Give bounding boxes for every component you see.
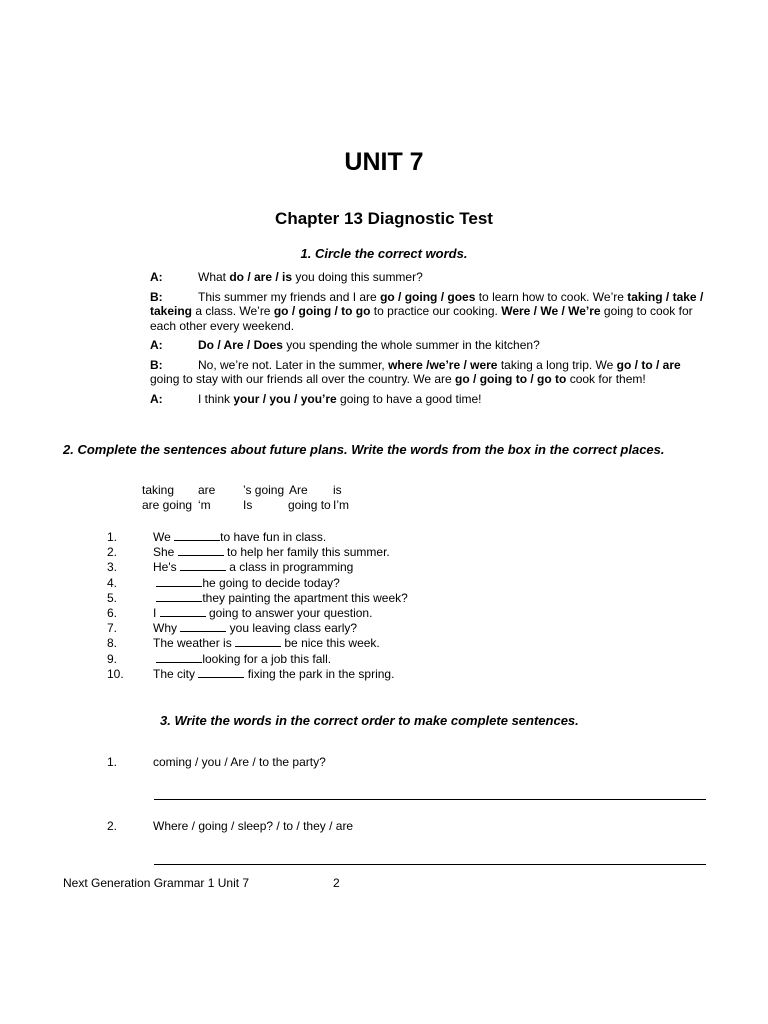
dialogue-text: to learn how to cook. We’re — [475, 289, 628, 304]
answer-choices[interactable]: go / to / are — [616, 357, 681, 372]
exercise-sentence — [153, 530, 326, 545]
dialogue-text: going to cook for each other every weekend. — [150, 304, 693, 333]
sentence-start: Why — [153, 621, 181, 636]
sentence-end: you leaving class early? — [226, 621, 358, 636]
exercise-number: 10. — [107, 666, 124, 681]
answer-line[interactable] — [154, 864, 706, 865]
word-box-item: is — [333, 483, 342, 497]
dialogue-text: going to stay with our friends all over the country. We are — [150, 372, 456, 386]
exercise-list — [107, 530, 707, 685]
exercise-number: 4. — [107, 575, 118, 590]
answer-blank[interactable] — [235, 636, 281, 647]
sentence-end: to help her family this summer. — [223, 545, 390, 560]
word-box-item: Are — [289, 483, 308, 497]
answer-line[interactable] — [154, 799, 706, 800]
answer-blank[interactable] — [174, 530, 220, 541]
exercise-sentence — [153, 667, 394, 682]
sentence-start: I — [153, 606, 160, 620]
speaker-label: A: — [150, 338, 163, 352]
answer-choices[interactable]: go / going / goes — [380, 289, 476, 304]
order-item-text: coming / you / Are / to the party? — [153, 755, 326, 769]
dialogue-line — [150, 358, 710, 387]
dialogue-line — [150, 290, 710, 334]
dialogue-text: cook for them! — [566, 372, 646, 386]
word-box-item: are — [198, 483, 216, 497]
dialogue-text: you doing this summer? — [292, 270, 423, 284]
order-item-text: Where / going / sleep? / to / they / are — [153, 819, 354, 833]
dialogue-text: taking a long trip. We — [497, 357, 617, 372]
dialogue-text: What — [198, 270, 230, 284]
sentence-start: She — [153, 545, 178, 560]
exercise-sentence — [153, 606, 372, 621]
exercise-number: 9. — [107, 651, 118, 666]
exercise-sentence — [153, 636, 380, 651]
exercise-sentence — [153, 621, 357, 636]
section1-instruction: 1. Circle the correct words. — [300, 246, 468, 261]
unit-title: UNIT 7 — [344, 148, 424, 176]
sentence-end: he going to decide today? — [202, 575, 340, 590]
answer-choices[interactable]: taking / take / takeing — [150, 289, 704, 318]
sentence-start: The weather is — [153, 636, 236, 651]
answer-choices[interactable]: Were / We / We’re — [501, 304, 601, 318]
answer-blank[interactable] — [156, 591, 202, 602]
answer-blank[interactable] — [198, 667, 244, 678]
word-box-item: taking — [142, 483, 175, 497]
dialogue-text: No, we’re not. Later in the summer, — [198, 357, 389, 372]
exercise-number: 2. — [107, 545, 118, 560]
sentence-start: He's — [153, 560, 180, 575]
dialogue-text: going to have a good time! — [336, 391, 482, 406]
answer-choices[interactable]: do / are / is — [229, 270, 293, 284]
sentence-start: We — [153, 530, 175, 544]
word-box-item: are going — [142, 498, 193, 512]
speaker-label: A: — [150, 391, 163, 406]
word-box — [0, 483, 768, 517]
dialogue-line — [150, 270, 710, 285]
footer-title: Next Generation Grammar 1 Unit 7 — [63, 876, 250, 890]
dialogue — [150, 270, 710, 411]
sentence-end: fixing the park in the spring. — [244, 666, 395, 681]
chapter-title: Chapter 13 Diagnostic Test — [275, 209, 493, 228]
answer-blank[interactable] — [156, 652, 202, 663]
dialogue-text: you spending the whole summer in the kitchen? — [282, 338, 540, 352]
order-item-number: 2. — [107, 819, 118, 833]
exercise-sentence — [153, 576, 340, 591]
exercise-number: 7. — [107, 621, 118, 636]
sentence-start: The city — [153, 666, 199, 681]
answer-choices[interactable]: go / going to / go to — [455, 372, 567, 386]
order-item-number: 1. — [107, 755, 118, 769]
section3-instruction: 3. Write the words in the correct order to make complete sentences. — [160, 713, 579, 728]
sentence-end: a class in programming — [225, 560, 354, 575]
dialogue-text: This summer my friends and I are — [198, 289, 381, 304]
answer-choices[interactable]: your / you / you’re — [233, 391, 337, 406]
dialogue-text: I think — [198, 391, 234, 406]
word-box-item: going to — [288, 498, 331, 512]
speaker-label: B: — [150, 289, 163, 304]
answer-blank[interactable] — [178, 545, 224, 556]
answer-blank[interactable] — [180, 621, 226, 632]
exercise-number: 1. — [107, 530, 118, 544]
page-number: 2 — [333, 876, 340, 890]
dialogue-line — [150, 338, 710, 353]
sentence-end: to have fun in class. — [220, 530, 327, 544]
answer-choices[interactable]: go / going / to go — [273, 304, 371, 318]
exercise-sentence — [153, 545, 390, 560]
exercise-sentence — [153, 652, 331, 667]
exercise-number: 3. — [107, 560, 118, 575]
exercise-number: 6. — [107, 606, 118, 620]
answer-blank[interactable] — [180, 560, 226, 571]
word-box-item: ‘m — [198, 498, 211, 512]
sentence-end: they painting the apartment this week? — [202, 590, 408, 605]
exercise-number: 8. — [107, 636, 118, 651]
answer-blank[interactable] — [156, 576, 202, 587]
sentence-end: looking for a job this fall. — [202, 651, 332, 666]
speaker-label: B: — [150, 357, 163, 372]
exercise-number: 5. — [107, 590, 118, 605]
exercise-sentence — [153, 591, 408, 606]
answer-choices[interactable]: where /we’re / were — [388, 357, 498, 372]
dialogue-line — [150, 392, 710, 407]
exercise-sentence — [153, 560, 353, 575]
answer-blank[interactable] — [160, 606, 206, 617]
word-box-item: Is — [243, 498, 253, 512]
dialogue-text: a class. We’re — [192, 304, 274, 318]
word-box-item: ’s going — [243, 483, 285, 497]
section2-instruction: 2. Complete the sentences about future plans. Write the words from the box in the correct places. — [63, 442, 665, 457]
sentence-end: be nice this week. — [281, 636, 380, 651]
sentence-end: going to answer your question. — [205, 606, 373, 620]
answer-choices[interactable]: Do / Are / Does — [198, 338, 283, 352]
dialogue-text: to practice our cooking. — [370, 304, 502, 318]
word-box-item: I’m — [333, 498, 349, 512]
speaker-label: A: — [150, 270, 163, 284]
